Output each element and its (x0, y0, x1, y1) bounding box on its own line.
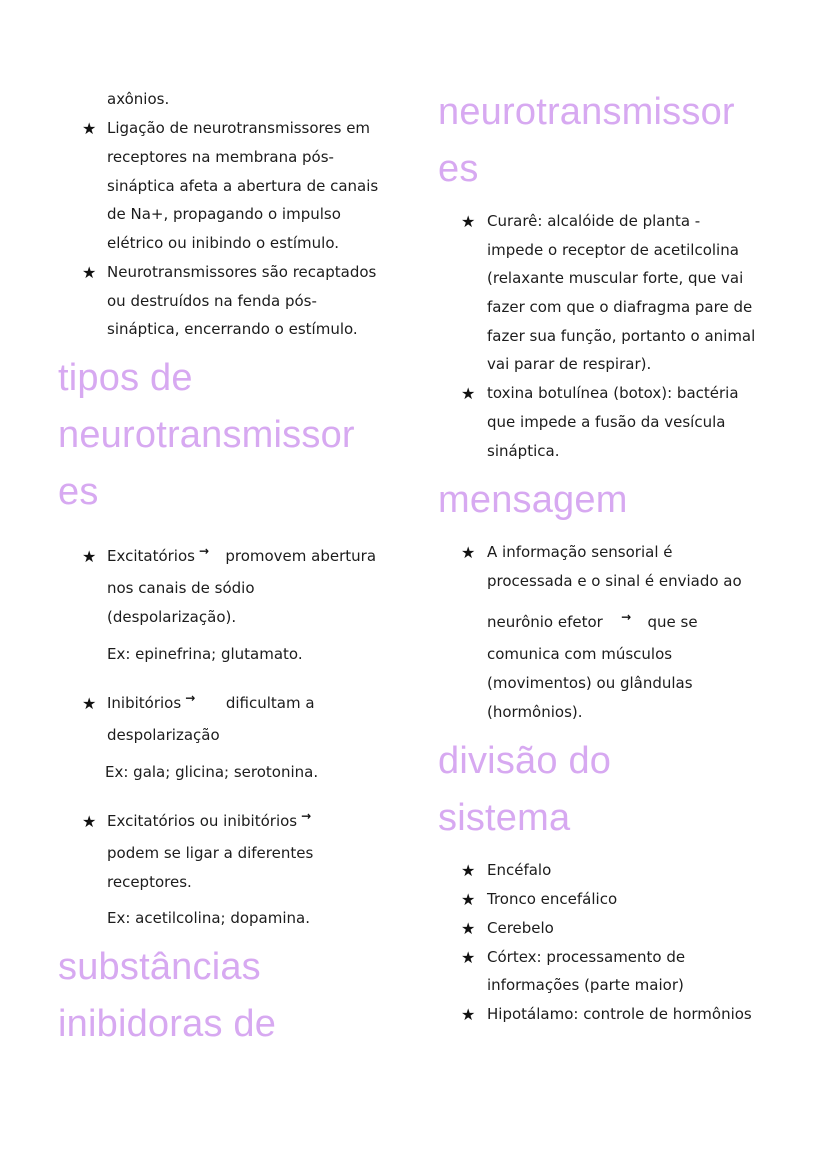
star-bullet-icon: ★ (82, 694, 97, 713)
list-item-line: elétrico ou inibindo o estímulo. (107, 234, 339, 252)
star-bullet-icon: ★ (461, 948, 476, 967)
star-bullet-icon: ★ (461, 890, 476, 909)
list-item-line: nos canais de sódio (107, 579, 255, 597)
star-bullet-icon: ★ (461, 543, 476, 562)
list-item-line: Neurotransmissores são recaptados (107, 263, 377, 281)
list-item-line: (despolarização). (107, 608, 237, 626)
arrow-right-icon: → (301, 809, 312, 823)
list-item-line: comunica com músculos (487, 645, 673, 663)
type-label: Excitatórios ou inibitórios (107, 812, 298, 830)
list-item-line (107, 689, 315, 718)
section-heading-inhibitors (58, 939, 276, 1053)
list-item-line: Córtex: processamento de (487, 948, 686, 966)
list-item-line: despolarização (107, 726, 220, 744)
list-item-line: Hipotálamo: controle de hormônios (487, 1005, 752, 1023)
type-description: dificultam a (225, 694, 315, 712)
list-item-line: (movimentos) ou glândulas (487, 674, 693, 692)
list-item-line: Ligação de neurotransmissores em (107, 119, 371, 137)
effector-continuation: que se (647, 613, 698, 631)
effector-text: neurônio efetor (487, 613, 603, 631)
list-item-line: A informação sensorial é (487, 543, 673, 561)
heading-line: neurotransmissor (58, 414, 355, 456)
list-item-line (487, 608, 698, 637)
list-item-line: sináptica, encerrando o estímulo. (107, 320, 358, 338)
example-text: Ex: gala; glicina; serotonina. (105, 763, 319, 781)
list-item-line: receptores. (107, 873, 192, 891)
list-item-line: Encéfalo (487, 861, 552, 879)
heading-line: inibidoras de (58, 1003, 277, 1045)
arrow-right-icon: → (198, 544, 210, 558)
section-heading-division (438, 733, 611, 847)
list-item-line: fazer com que o diafragma pare de (487, 298, 753, 316)
star-bullet-icon: ★ (461, 384, 476, 403)
star-bullet-icon: ★ (82, 812, 97, 831)
list-item-line: ou destruídos na fenda pós- (107, 292, 317, 310)
example-text: Ex: acetilcolina; dopamina. (107, 909, 310, 927)
continuation-text: axônios. (107, 90, 170, 108)
list-item-line: podem se ligar a diferentes (107, 844, 314, 862)
heading-line: sistema (438, 797, 571, 839)
heading-line: divisão do (438, 740, 612, 782)
type-label: Excitatórios (107, 547, 195, 565)
star-bullet-icon: ★ (82, 263, 97, 282)
list-item-line: (relaxante muscular forte, que vai (487, 269, 744, 287)
list-item-line (107, 807, 313, 836)
arrow-right-icon: → (621, 610, 632, 624)
heading-line: tipos de (58, 357, 193, 399)
heading-line: es (58, 471, 99, 513)
heading-line: neurotransmissor (438, 91, 735, 133)
heading-line: substâncias (58, 946, 261, 988)
list-item-line: Tronco encefálico (487, 890, 618, 908)
list-item-line: (hormônios). (487, 703, 583, 721)
example-text: Ex: epinefrina; glutamato. (107, 645, 303, 663)
list-item-line: Curarê: alcalóide de planta - (487, 212, 701, 230)
list-item-line: que impede a fusão da vesícula (487, 413, 726, 431)
list-item-line: sináptica afeta a abertura de canais (107, 177, 379, 195)
list-item-line (107, 542, 376, 571)
list-item-line: sináptica. (487, 442, 560, 460)
star-bullet-icon: ★ (461, 919, 476, 938)
heading-line: mensagem (438, 479, 628, 521)
list-item-line: fazer sua função, portanto o animal (487, 327, 756, 345)
star-bullet-icon: ★ (82, 119, 97, 138)
list-item-line: Cerebelo (487, 919, 554, 937)
star-bullet-icon: ★ (461, 1005, 476, 1024)
list-item-line: vai parar de respirar). (487, 355, 652, 373)
list-item-line: toxina botulínea (botox): bactéria (487, 384, 739, 402)
heading-line: es (438, 148, 479, 190)
list-item-line: receptores na membrana pós- (107, 148, 334, 166)
arrow-right-icon: → (185, 691, 196, 705)
list-item-line: de Na+, propagando o impulso (107, 205, 341, 223)
list-item-line: informações (parte maior) (487, 976, 684, 994)
list-item-line: impede o receptor de acetilcolina (487, 241, 739, 259)
star-bullet-icon: ★ (461, 861, 476, 880)
list-item-line: processada e o sinal é enviado ao (487, 572, 742, 590)
section-heading-types (58, 350, 355, 521)
type-label: Inibitórios (107, 694, 182, 712)
star-bullet-icon: ★ (461, 212, 476, 231)
section-heading-message (438, 472, 628, 529)
type-description: promovem abertura (225, 547, 377, 565)
section-heading-inhibitors-continued (438, 84, 735, 198)
star-bullet-icon: ★ (82, 547, 97, 566)
